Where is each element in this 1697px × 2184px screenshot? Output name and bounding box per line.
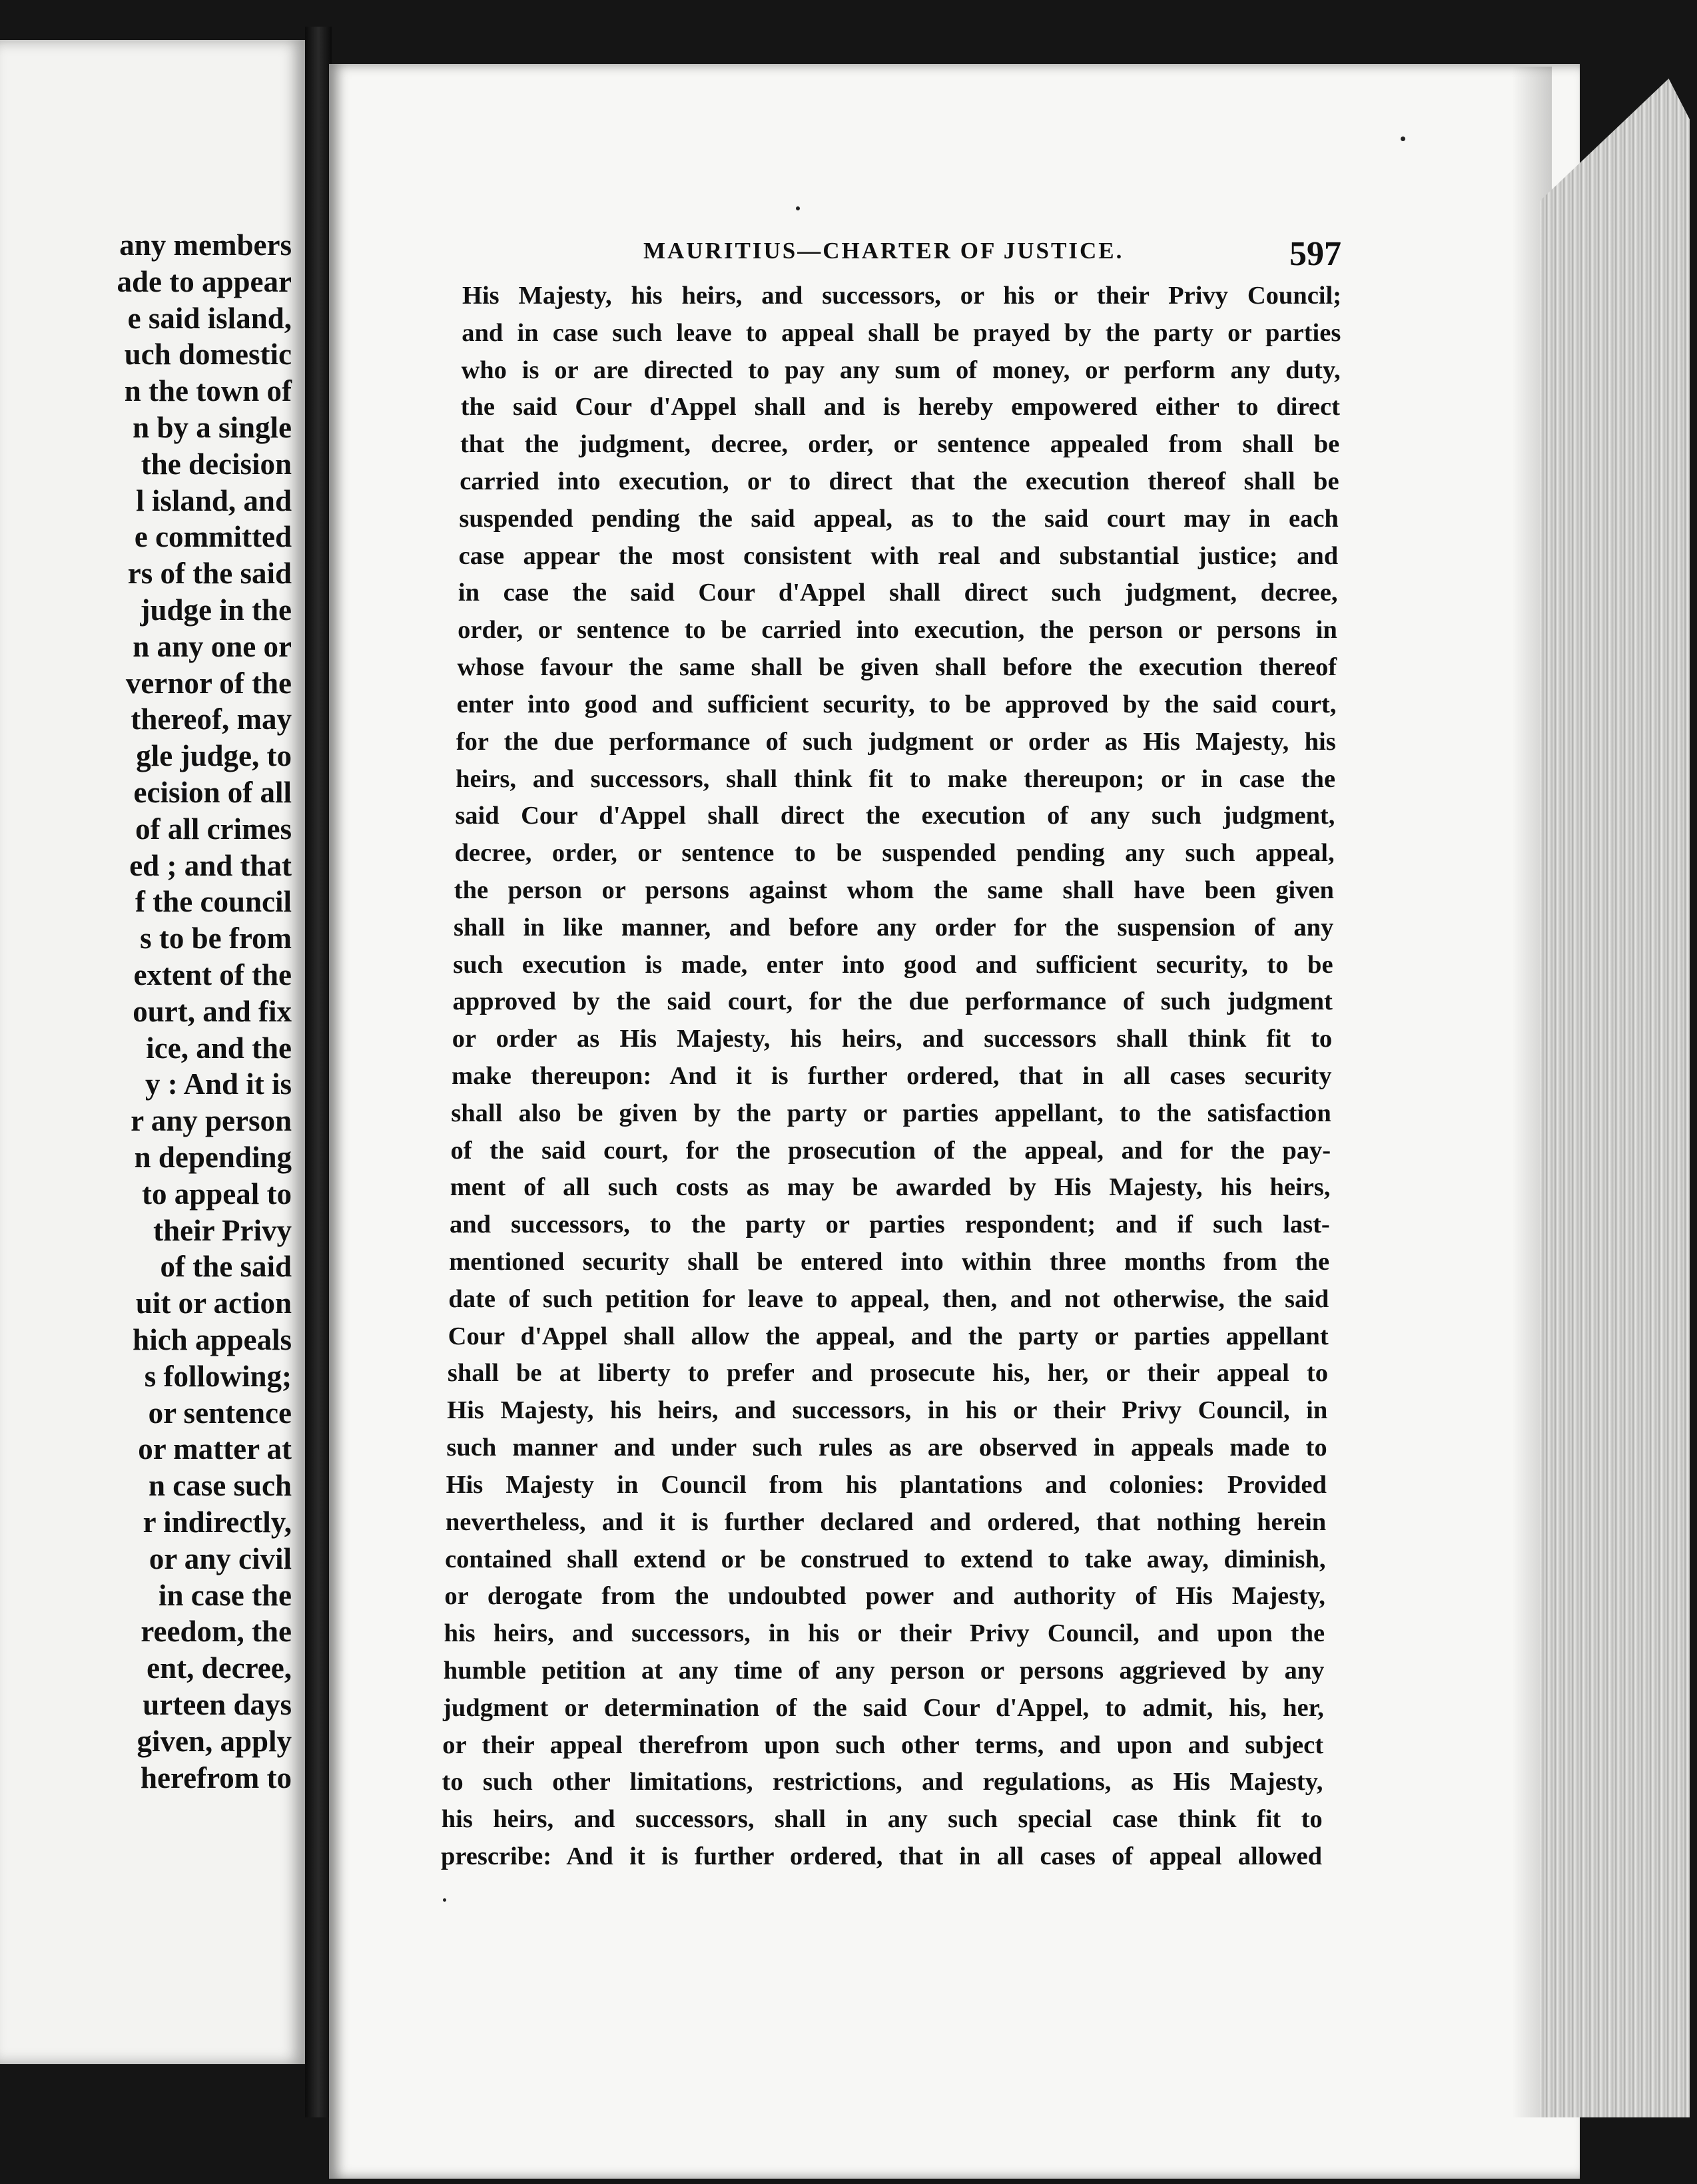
text-line: the said Cour d'Appel shall and is hereby empowered either to direct	[460, 393, 1340, 421]
text-line: His Majesty, his heirs, and successors, or his or their Privy Council;	[462, 282, 1341, 310]
text-line: suspended pending the said appeal, as to the said court may in each	[459, 504, 1339, 533]
text-line: prescribe: And it is further ordered, that in all cases of appeal allowed	[441, 1842, 1322, 1870]
text-line: and successors, to the party or parties respondent; and if such last-	[449, 1211, 1330, 1239]
left-page-line: r any person	[131, 1104, 292, 1138]
text-line: the person or persons against whom the same shall have been given	[454, 876, 1334, 904]
left-page-line: or matter at	[138, 1432, 292, 1466]
left-page-line: l island, and	[136, 483, 292, 517]
text-line: that the judgment, decree, order, or sentence appealed from shall be	[460, 430, 1340, 459]
left-page-line: thereof, may	[131, 702, 292, 736]
text-line: such execution is made, enter into good and sufficient security, to be	[453, 950, 1333, 979]
text-line: of the said court, for the prosecution of the appeal, and for the pay-	[450, 1136, 1331, 1165]
left-page-line: uch domestic	[124, 338, 292, 372]
text-line: His Majesty, his heirs, and successors, in his or their Privy Council, in	[447, 1396, 1328, 1425]
text-line: whose favour the same shall be given shall before the execution thereof	[457, 653, 1337, 682]
left-page-line: r indirectly,	[143, 1505, 292, 1539]
text-line: date of such petition for leave to appeal, then, and not otherwise, the said	[448, 1284, 1329, 1313]
left-page-line: n depending	[134, 1141, 292, 1174]
left-page-line: s following;	[144, 1359, 292, 1393]
left-page-line: hich appeals	[133, 1323, 292, 1356]
text-line: nevertheless, and it is further declared and ordered, that nothing herein	[445, 1507, 1327, 1536]
text-line: ment of all such costs as may be awarded by His Majesty, his heirs,	[450, 1173, 1331, 1202]
left-page-line: e said island,	[127, 301, 292, 335]
text-line: said Cour d'Appel shall direct the execution of any such judgment,	[455, 802, 1335, 830]
left-page-line: ent, decree,	[147, 1651, 292, 1685]
text-line: in case the said Cour d'Appel shall direct such judgment, decree,	[458, 579, 1338, 607]
left-page-line: in case the	[159, 1578, 292, 1612]
text-line: carried into execution, or to direct that the execution thereof shall be	[460, 467, 1339, 496]
left-page-line: ourt, and fix	[133, 994, 292, 1028]
text-line: judgment or determination of the said Cour d'Appel, to admit, his, her,	[443, 1693, 1324, 1722]
text-line: approved by the said court, for the due performance of such judgment	[452, 987, 1333, 1016]
left-page-line: or sentence	[148, 1396, 292, 1430]
left-page-line: extent of the	[133, 958, 292, 991]
text-line: His Majesty in Council from his plantations and colonies: Provided	[446, 1470, 1327, 1499]
text-line: his heirs, and successors, in his or their Privy Council, and upon the	[444, 1619, 1325, 1648]
text-line: humble petition at any time of any person or persons aggrieved by any	[443, 1656, 1325, 1685]
text-line: shall in like manner, and before any order for the suspension of any	[454, 913, 1334, 942]
text-line: who is or are directed to pay any sum of money, or perform any duty,	[461, 356, 1341, 384]
left-page-line: to appeal to	[142, 1177, 292, 1211]
text-line: shall be at liberty to prefer and prosecute his, her, or their appeal to	[447, 1359, 1328, 1388]
text-line: make thereupon: And it is further ordered, that in all cases security	[452, 1062, 1332, 1090]
text-line: to such other limitations, restrictions, and regulations, as His Majesty,	[442, 1768, 1323, 1796]
left-page-line: n by a single	[133, 411, 292, 444]
ink-speck	[796, 206, 800, 210]
left-page-line: their Privy	[153, 1213, 292, 1247]
text-line: his heirs, and successors, shall in any such special case think fit to	[441, 1805, 1323, 1834]
text-line: or order as His Majesty, his heirs, and successors shall think fit to	[452, 1025, 1333, 1053]
text-line: Cour d'Appel shall allow the appeal, and the party or parties appellant	[448, 1322, 1329, 1350]
left-page-line: rs of the said	[127, 557, 292, 591]
text-line: and in case such leave to appeal shall be prayed by the party or parties	[462, 318, 1341, 347]
left-page-line: y : And it is	[145, 1067, 292, 1101]
text-line: or their appeal therefrom upon such other terms, and upon and subject	[442, 1731, 1324, 1759]
left-page-line: e committed	[134, 520, 292, 554]
text-line: or derogate from the undoubted power and authority of His Majesty,	[444, 1582, 1325, 1611]
left-page-line: n the town of	[124, 374, 292, 408]
left-page-line: any members	[119, 228, 292, 262]
text-line: such manner and under such rules as are observed in appeals made to	[446, 1434, 1327, 1462]
text-line: shall also be given by the party or parties appellant, to the satisfaction	[451, 1099, 1331, 1127]
left-page-line: the decision	[141, 447, 292, 481]
left-page-line: herefrom to	[141, 1761, 292, 1794]
text-line: order, or sentence to be carried into execution, the person or persons in	[458, 616, 1337, 645]
text-line: for the due performance of such judgment or order as His Majesty, his	[456, 727, 1336, 756]
text-line: decree, order, or sentence to be suspended pending any such appeal,	[454, 839, 1335, 868]
left-page-line: urteen days	[143, 1688, 292, 1721]
left-page-line: ade to appear	[117, 264, 292, 298]
left-page-line: ecision of all	[133, 776, 292, 809]
ink-speck	[1401, 136, 1405, 141]
left-page-line: s to be from	[140, 922, 292, 956]
left-page-line: of all crimes	[135, 812, 292, 846]
left-page-line: judge in the	[140, 593, 292, 627]
text-line: heirs, and successors, shall think fit to make thereupon; or in case the	[456, 764, 1336, 793]
left-page-line: or any civil	[149, 1541, 292, 1575]
left-page-line: f the council	[135, 885, 292, 919]
text-line: mentioned security shall be entered into within three months from the	[449, 1248, 1330, 1276]
text-line: enter into good and sufficient security, to be approved by the said court,	[456, 690, 1337, 718]
left-page-line: n any one or	[133, 629, 292, 663]
ink-speck	[443, 1898, 446, 1902]
left-page-line: uit or action	[135, 1286, 292, 1320]
running-head: MAURITIUS—CHARTER OF JUSTICE.	[643, 238, 1124, 264]
text-line: contained shall extend or be construed to extend to take away, diminish,	[445, 1545, 1326, 1573]
left-page-line: reedom, the	[141, 1615, 292, 1649]
left-page-line: ed ; and that	[129, 848, 292, 882]
text-line: case appear the most consistent with real and substantial justice; and	[458, 541, 1339, 570]
page-number: 597	[1289, 235, 1341, 273]
left-page-line: vernor of the	[125, 666, 292, 700]
left-page-line: n case such	[148, 1469, 292, 1503]
left-page-line: of the said	[160, 1250, 292, 1284]
left-page-line: gle judge, to	[136, 739, 292, 773]
left-page-line: given, apply	[137, 1724, 292, 1758]
left-page-line: ice, and the	[146, 1031, 292, 1065]
